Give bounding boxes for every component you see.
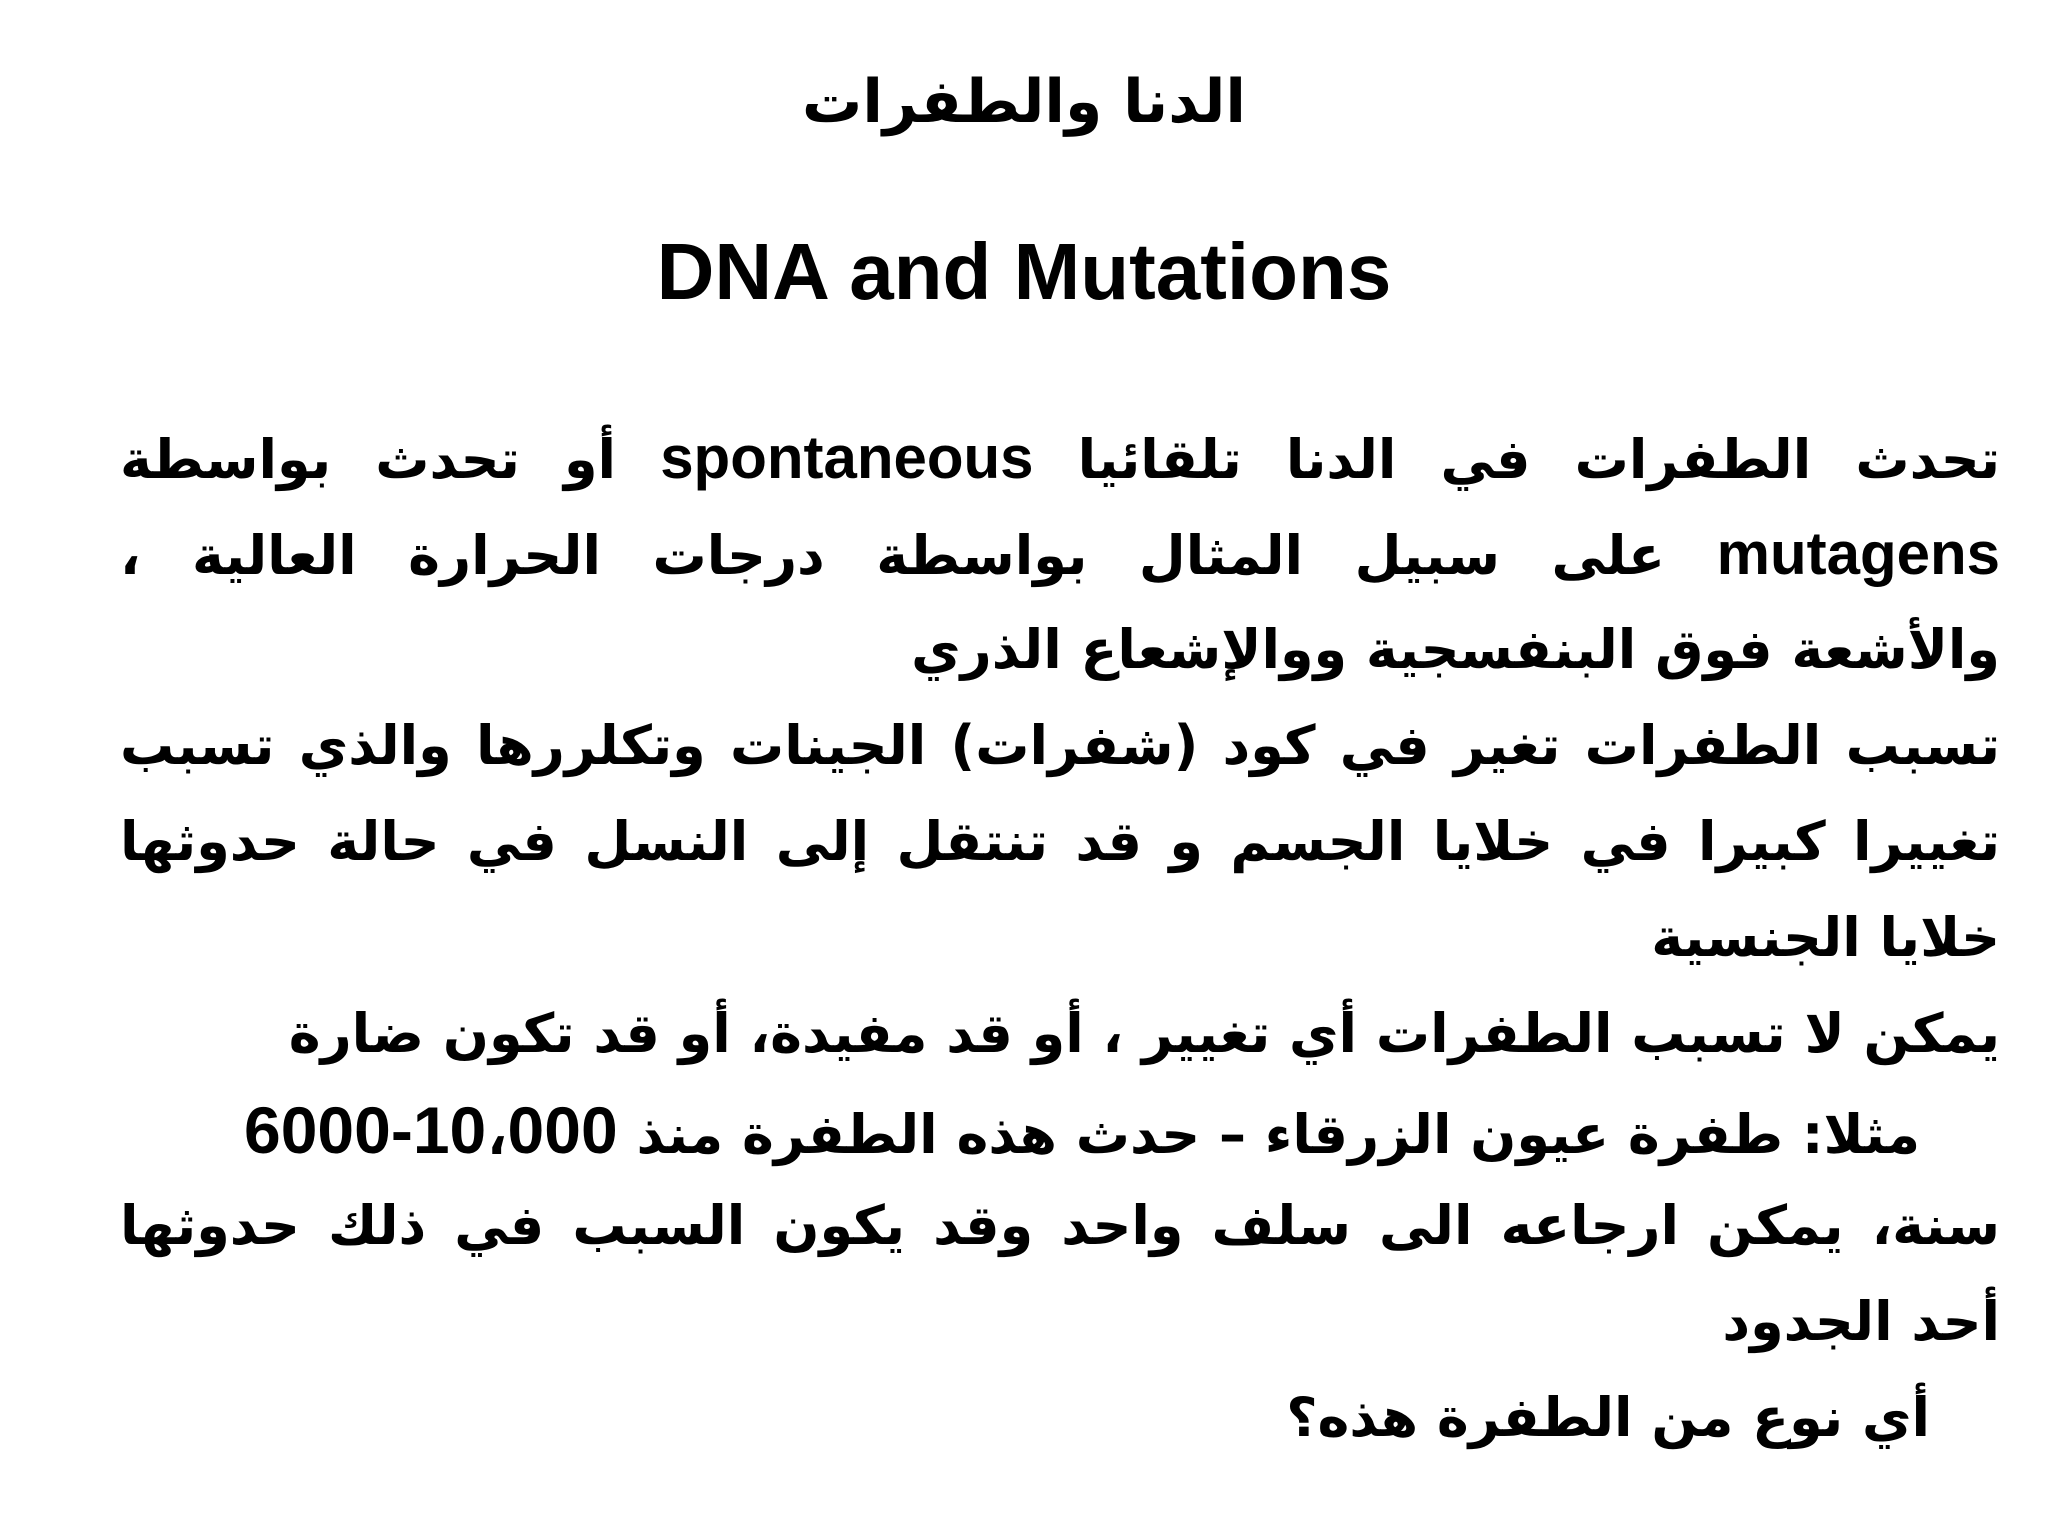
body-line-8 xyxy=(244,1082,1920,1178)
year-range: 6000-10،000 xyxy=(244,1093,618,1167)
body-line-6: خلايا الجنسية xyxy=(1651,906,2000,969)
body-line-1 xyxy=(120,410,2000,506)
body-line-3: والأشعة فوق البنفسجية ووالإشعاع الذري xyxy=(911,618,2000,681)
body-line-5: تغييرا كبيرا في خلايا الجسم و قد تنتقل إلى النسل في حالة حدوثها xyxy=(120,810,2000,873)
body-line-4: تسبب الطفرات تغير في كود (شفرات) الجينات وتكلررها والذي تسبب xyxy=(120,714,2000,777)
body-line-1-text-a: تحدث الطفرات في الدنا تلقائيا xyxy=(1077,428,2000,491)
term-spontaneous: spontaneous xyxy=(660,424,1034,491)
term-mutagens: mutagens xyxy=(1716,520,2000,587)
body-line-2-text-b: على سبيل المثال بواسطة درجات الحرارة العالية ، xyxy=(120,524,1666,587)
body-line-10: أحد الجدود xyxy=(1722,1290,2000,1353)
body-line-11-question: أي نوع من الطفرة هذه؟ xyxy=(1286,1386,1930,1449)
slide-title-english: DNA and Mutations xyxy=(656,227,1392,316)
slide-title-arabic: الدنا والطفرات xyxy=(802,67,1246,137)
body-line-2 xyxy=(120,506,2000,602)
body-line-9: سنة، يمكن ارجاعه الى سلف واحد وقد يكون السبب في ذلك حدوثها xyxy=(120,1194,2000,1257)
body-line-7: يمكن لا تسبب الطفرات أي تغيير ، أو قد مفيدة، أو قد تكون ضارة xyxy=(288,1002,2000,1065)
body-line-8-text-a: مثلا: طفرة عيون الزرقاء – حدث هذه الطفرة منذ xyxy=(636,1103,1920,1166)
body-line-1-text-b: أو تحدث بواسطة xyxy=(120,428,617,491)
